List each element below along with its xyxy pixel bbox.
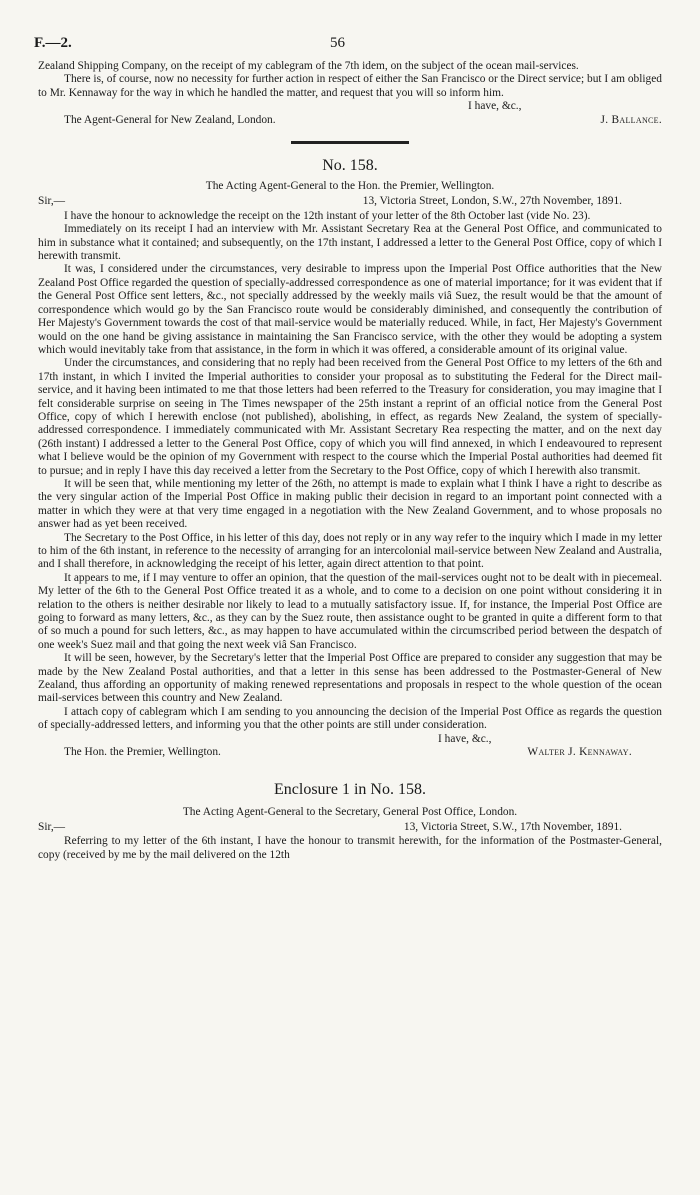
paragraph: Referring to my letter of the 6th instant, I have the honour to transmit herewith, for the information of the Postmaster-General, copy (received by me by the mail delivered on the 12th bbox=[38, 835, 662, 861]
signature: J. Ballance. bbox=[600, 113, 662, 126]
page-number: 56 bbox=[330, 35, 345, 51]
sign-off bbox=[38, 114, 662, 127]
paragraph: It will be seen that, while mentioning my letter of the 26th, no attempt is made to explain what I think I have a right to describe as the very singular action of the Imperial Post Office in making public their decision in regard to an important point connected with a matter in which they were at that very time engaged in a negotiation with the New Zealand Government, and to whose proposals no answer had as yet been received. bbox=[38, 477, 662, 531]
salutation: Sir,— bbox=[38, 820, 66, 833]
closing-line: I have, &c., bbox=[438, 732, 492, 745]
sign-off bbox=[38, 746, 662, 759]
paragraph: It will be seen, however, by the Secretary's letter that the Imperial Post Office are prepared to consider any suggestion that may be made by the New Zealand Postal authorities, and that a letter in this sense has been addressed to the Postmaster-General of New Zealand, thus affording an opportunity of making renewed representations and proposals in respect to the whole question of the ocean mail-services between this country and New Zealand. bbox=[38, 652, 662, 705]
page-header bbox=[34, 26, 662, 60]
paragraph: The Secretary to the Post Office, in his letter of this day, does not reply or in any way refer to the inquiry which I made in my letter to him of the 6th instant, in reference to the necessity of arranging for an intercolonial mail-service between New Zealand and Australia, and I shall therefore, in acknowledging the receipt of his letter, again direct attention to that point. bbox=[38, 531, 662, 571]
paragraph: I attach copy of cablegram which I am sending to you announcing the decision of the Imperial Post Office as regards the question of specially-addressed letters, and informing you that the other points are still under consideration. bbox=[38, 705, 662, 732]
signature: Walter J. Kennaway. bbox=[527, 746, 632, 759]
paragraph: Immediately on its receipt I had an interview with Mr. Assistant Secretary Rea at the General Post Office, and communicated to him in substance what it contained; and subsequently, on the 17th instant, I addressed a letter to the General Post Office, copy of which I herewith transmit. bbox=[38, 223, 662, 263]
paragraph: It appears to me, if I may venture to offer an opinion, that the question of the mail-services ought not to be dealt with in piecemeal. My letter of the 6th to the General Post Office treated it as a whole, and to come to a decision on one point without considering it in relation to the others is neither desirable nor likely to lead to a mutually satisfactory issue. If, for instance, the Imperial Post Office are going to forward as many letters, &c., as they can by the Suez route, then assistance ought to be granted in quite a different form to that of so much a pound for such letters, &c., as may happen to have accumulated within the circumscribed period between the despatch of one week's Suez mail and that going the next week viâ San Francisco. bbox=[38, 571, 662, 651]
section-divider bbox=[291, 141, 409, 144]
paragraph: Under the circumstances, and considering that no reply had been received from the General Post Office to my letters of the 6th and 17th instant, in which I invited the Imperial authorities to consider your proposal as to substituting the Federal for the Direct mail-service, and it having been intimated to me that those letters had been referred to the Treasury for consideration, you may imagine that I felt considerable surprise on seeing in The Times newspaper of the 25th instant a reprint of an official notice from the General Post Office, copy of which I herewith enclose (not published), abolishing, in effect, as regards New Zealand, the system of specially-addressed correspondence. I immediately communicated with Mr. Assistant Secretary Rea respecting the matter, and on the next day (26th instant) I addressed a letter to the General Post Office, copy of which you will find annexed, in which I endeavoured to represent what I believe would be the opinion of my Government with respect to the course which the Imperial Postal authorities had deemed fit to pursue; and in reply I have this day received a letter from the Secretary to the Post Office, copy of which I herewith also transmit. bbox=[38, 357, 662, 477]
letter-number: No. 158. bbox=[322, 157, 378, 175]
letter-address: 13, Victoria Street, London, S.W., 27th November, 1891. bbox=[362, 195, 622, 208]
salutation-row bbox=[38, 821, 662, 834]
letter-heading: The Acting Agent-General to the Hon. the Premier, Wellington. bbox=[205, 180, 495, 193]
addressee: The Hon. the Premier, Wellington. bbox=[64, 746, 221, 759]
salutation: Sir,— bbox=[38, 195, 66, 208]
enclosure-address: 13, Victoria Street, S.W., 17th November, 1891. bbox=[403, 820, 622, 833]
closing-line: I have, &c., bbox=[468, 100, 522, 113]
paragraph: There is, of course, now no necessity for further action in respect of either the San Francisco or the Direct service; but I am obliged to Mr. Kennaway for the way in which he handled the matter, and request that you will so inform him. bbox=[38, 73, 662, 99]
enclosure-heading: The Acting Agent-General to the Secretary, General Post Office, London. bbox=[182, 805, 518, 818]
paragraph: I have the honour to acknowledge the receipt on the 12th instant of your letter of the 8th October last (vide No. 23). bbox=[64, 209, 591, 222]
addressee: The Agent-General for New Zealand, London. bbox=[64, 113, 276, 126]
salutation-row bbox=[38, 195, 662, 208]
document-page bbox=[34, 26, 662, 862]
paragraph: It was, I considered under the circumstances, very desirable to impress upon the Imperial Post Office authorities that the New Zealand Post Office regarded the question of specially-addressed correspondence as one of material importance; for it was evident that if the General Post Office sent letters, &c., not specially addressed by the weekly mails viâ Suez, the result would be that the amount of correspondence which would go by the San Francisco route would be considerably diminished, and consequently the contribution of Her Majesty's Government towards the cost of that mail-service would be materially reduced. While, in fact, Her Majesty's Government would on the one hand be giving assistance in maintaining the San Francisco service, with the other they would be adopting a system which would inevitably take from that assistance, in the form in which it was offered, a considerable amount of its original value. bbox=[38, 263, 662, 356]
enclosure-title: Enclosure 1 in No. 158. bbox=[274, 780, 426, 798]
paragraph: Zealand Shipping Company, on the receipt of my cablegram of the 7th idem, on the subject of the ocean mail-services. bbox=[38, 60, 579, 72]
document-reference: F.—2. bbox=[34, 35, 72, 51]
